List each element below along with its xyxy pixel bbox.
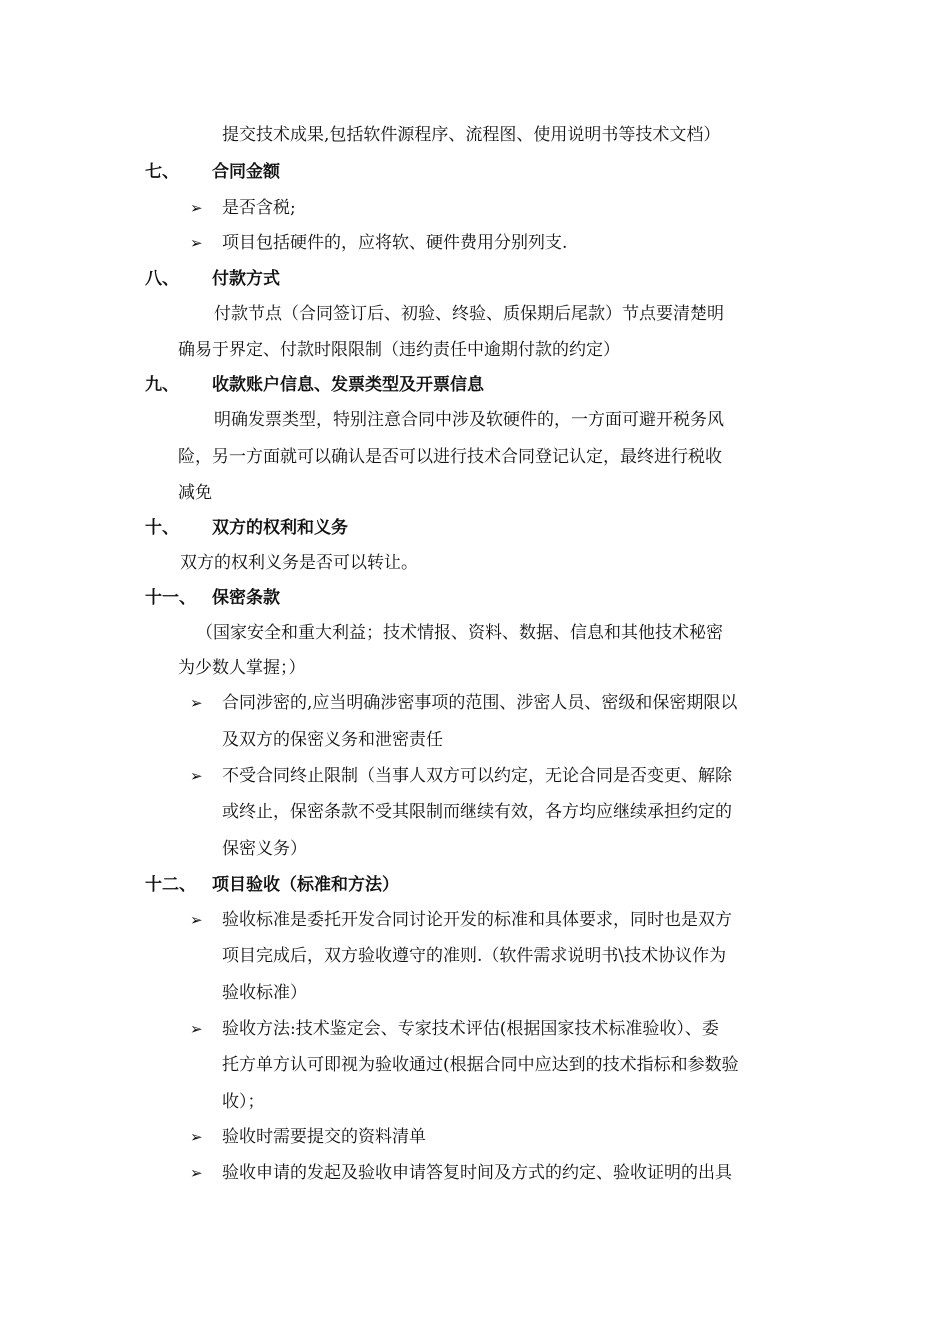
paragraph-line: 险，另一方面就可以确认是否可以进行技术合同登记认定，最终进行税收 xyxy=(178,447,722,467)
paragraph-line: 为少数人掌握；） xyxy=(178,658,306,678)
bullet-arrow-icon: ➢ xyxy=(190,694,203,712)
section-number: 七、 xyxy=(145,162,179,182)
bullet-text: 保密义务） xyxy=(222,839,307,859)
bullet-text: 或终止，保密条款不受其限制而继续有效，各方均应继续承担约定的 xyxy=(222,802,732,822)
bullet-text: 验收申请的发起及验收申请答复时间及方式的约定、验收证明的出具 xyxy=(222,1163,732,1183)
intro-text: 提交技术成果,包括软件源程序、流程图、使用说明书等技术文档） xyxy=(222,125,721,145)
section-number: 十二、 xyxy=(145,875,196,895)
paragraph-line: 付款节点（合同签订后、初验、终验、质保期后尾款）节点要清楚明 xyxy=(214,304,724,324)
bullet-arrow-icon: ➢ xyxy=(190,1128,203,1146)
section-title: 付款方式 xyxy=(212,269,280,289)
bullet-arrow-icon: ➢ xyxy=(190,1164,203,1182)
paragraph-line: （国家安全和重大利益；技术情报、资料、数据、信息和其他技术秘密 xyxy=(196,623,723,643)
paragraph-line: 确易于界定、付款时限限制（违约责任中逾期付款的约定） xyxy=(178,340,620,360)
bullet-text: 验收时需要提交的资料清单 xyxy=(222,1127,426,1147)
bullet-text: 及双方的保密义务和泄密责任 xyxy=(222,730,443,750)
bullet-arrow-icon: ➢ xyxy=(190,199,203,217)
section-number: 十一、 xyxy=(145,588,196,608)
bullet-arrow-icon: ➢ xyxy=(190,767,203,785)
paragraph-line: 双方的权利义务是否可以转让。 xyxy=(180,553,418,573)
section-number: 十、 xyxy=(145,518,179,538)
bullet-text: 项目完成后，双方验收遵守的准则.（软件需求说明书\技术协议作为 xyxy=(222,946,727,966)
bullet-text: 项目包括硬件的，应将软、硬件费用分别列支. xyxy=(222,233,568,253)
bullet-text: 不受合同终止限制（当事人双方可以约定，无论合同是否变更、解除 xyxy=(222,766,732,786)
section-title: 合同金额 xyxy=(212,162,280,182)
bullet-arrow-icon: ➢ xyxy=(190,1020,203,1038)
bullet-text: 托方单方认可即视为验收通过(根据合同中应达到的技术指标和参数验 xyxy=(222,1055,739,1075)
section-number: 九、 xyxy=(145,375,179,395)
bullet-text: 验收方法:技术鉴定会、专家技术评估(根据国家技术标准验收）、委 xyxy=(222,1019,719,1039)
bullet-text: 验收标准） xyxy=(222,983,307,1003)
section-title: 项目验收（标准和方法） xyxy=(212,875,399,895)
bullet-arrow-icon: ➢ xyxy=(190,911,203,929)
section-title: 收款账户信息、发票类型及开票信息 xyxy=(212,375,484,395)
section-number: 八、 xyxy=(145,269,179,289)
bullet-arrow-icon: ➢ xyxy=(190,234,203,252)
section-title: 双方的权利和义务 xyxy=(212,518,348,538)
bullet-text: 验收标准是委托开发合同讨论开发的标准和具体要求，同时也是双方 xyxy=(222,910,732,930)
bullet-text: 合同涉密的,应当明确涉密事项的范围、涉密人员、密级和保密期限以 xyxy=(222,693,738,713)
section-title: 保密条款 xyxy=(212,588,280,608)
bullet-text: 是否含税; xyxy=(222,198,296,218)
paragraph-line: 减免 xyxy=(178,483,212,503)
bullet-text: 收）； xyxy=(222,1092,265,1112)
paragraph-line: 明确发票类型，特别注意合同中涉及软硬件的，一方面可避开税务风 xyxy=(214,410,724,430)
